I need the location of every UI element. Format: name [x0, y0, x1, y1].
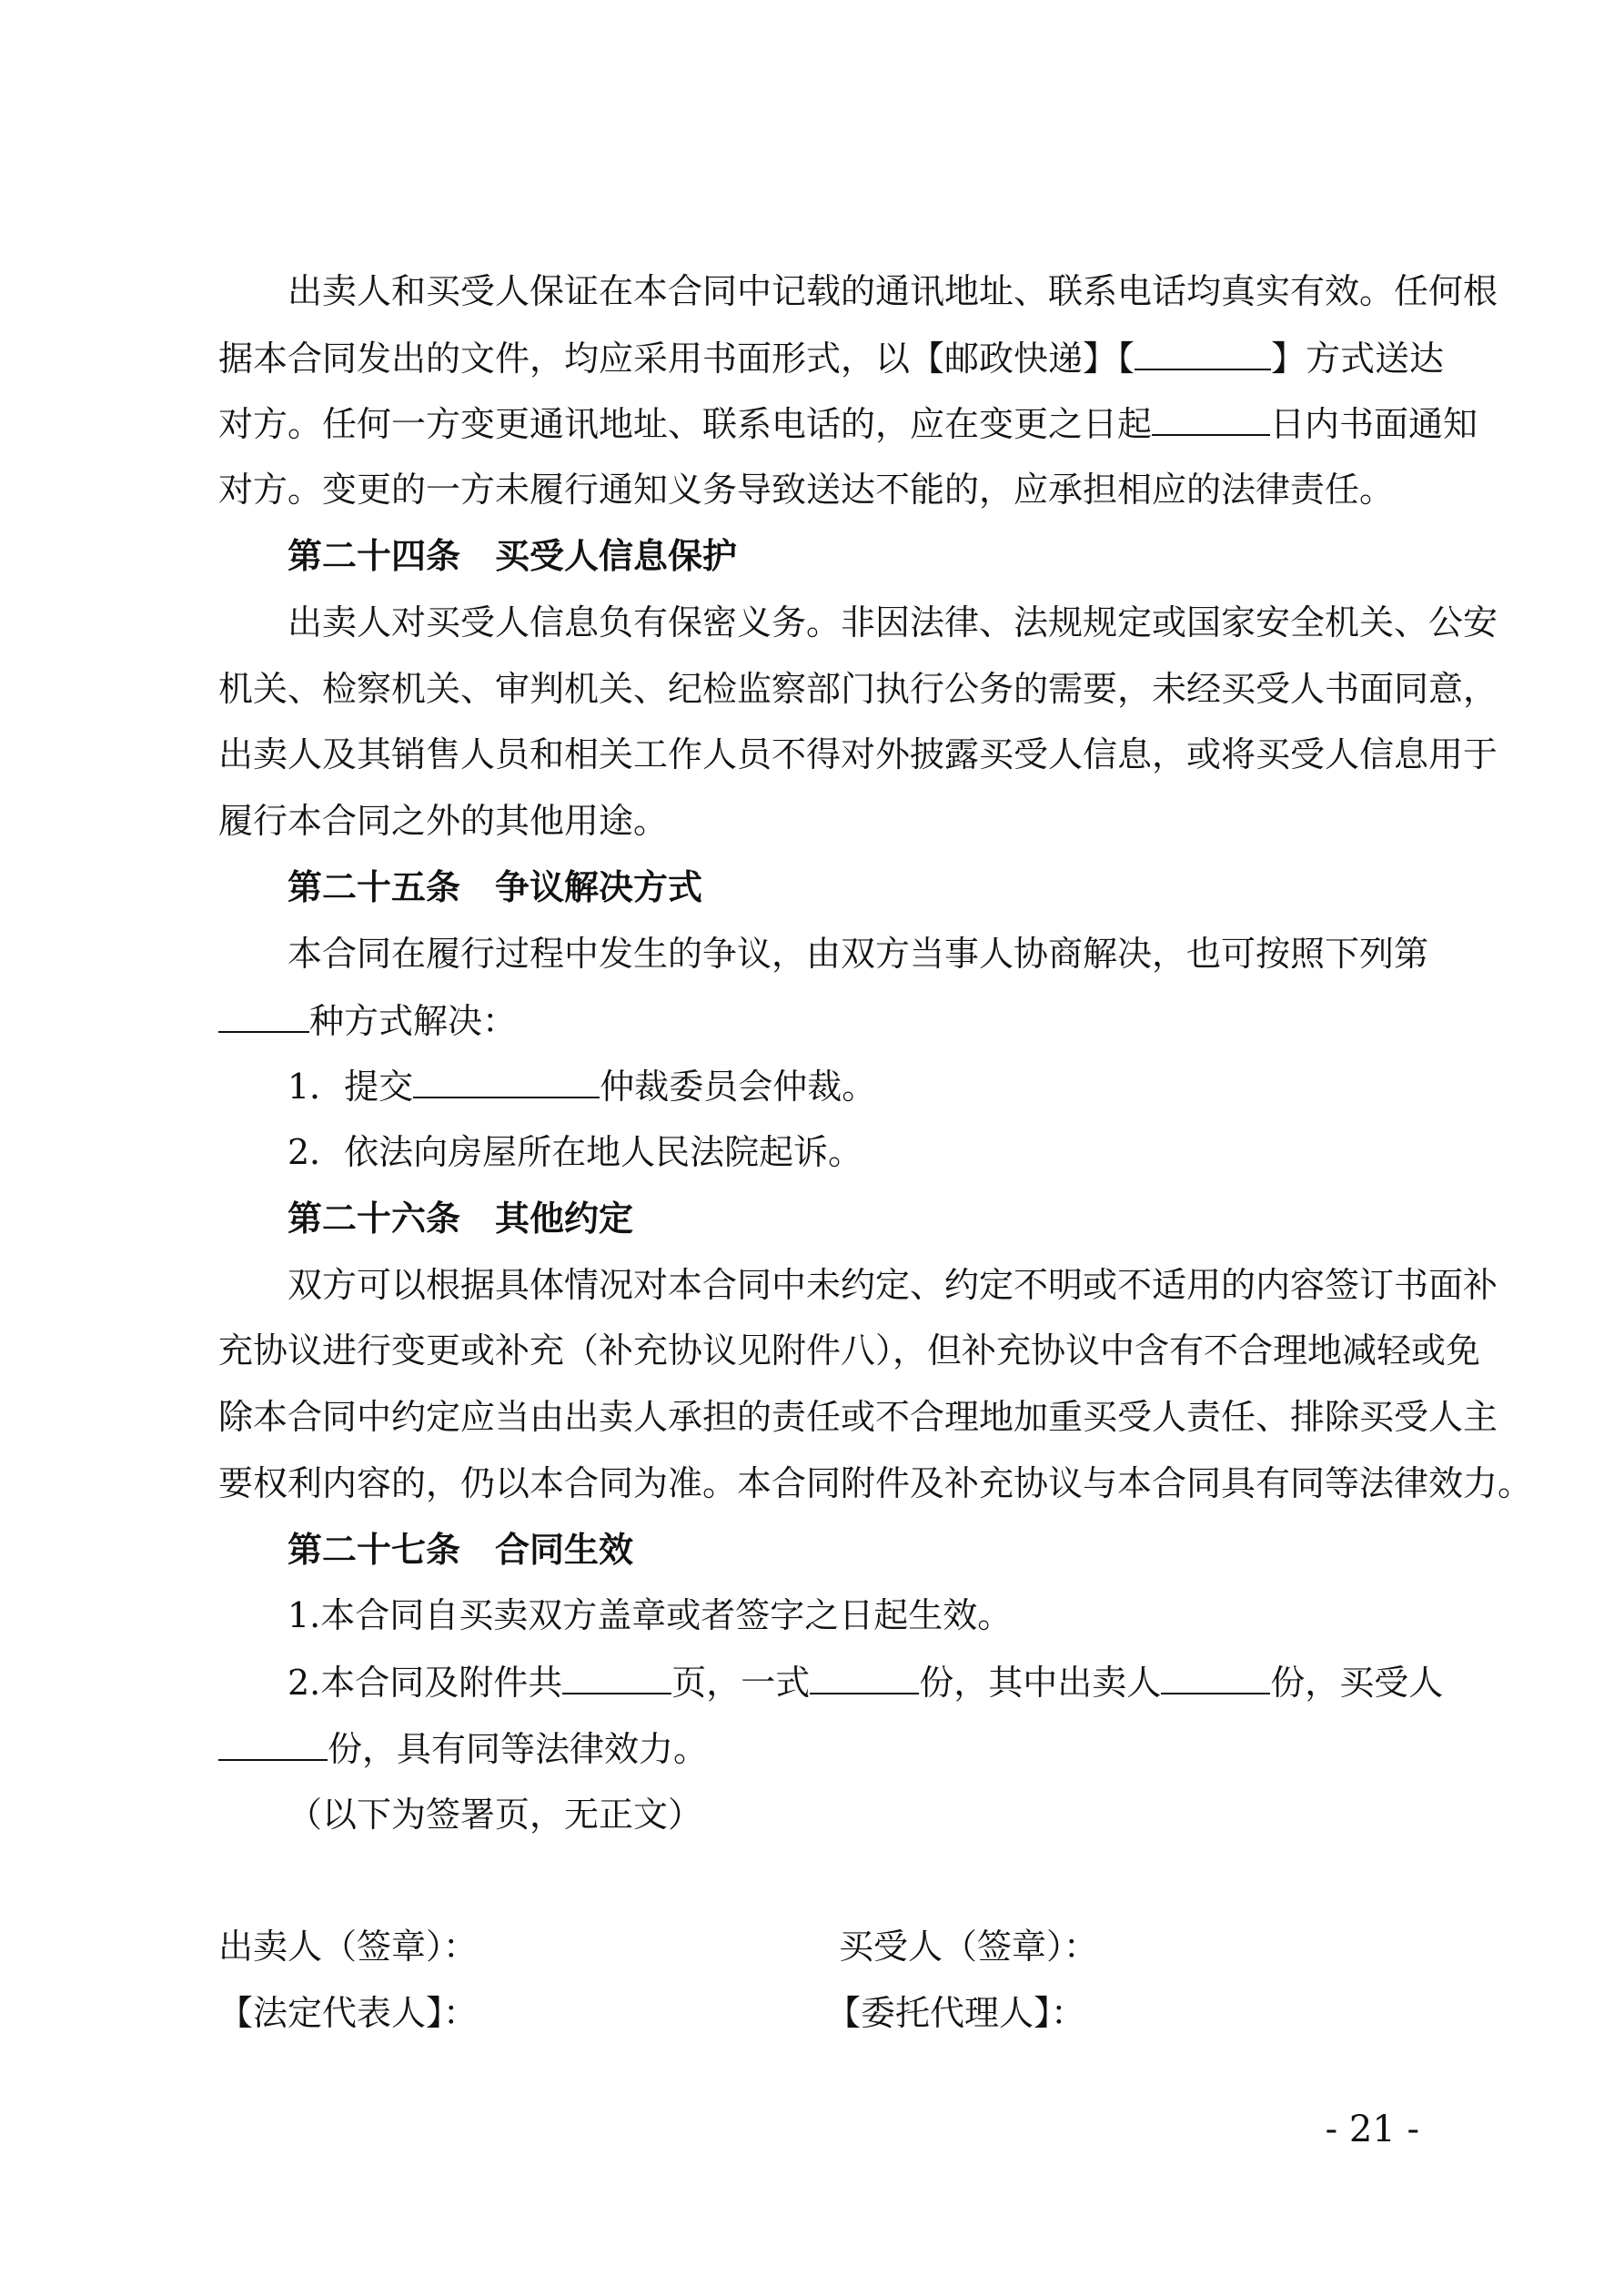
- art25-option-1b: 仲裁委员会仲裁。: [600, 1067, 877, 1107]
- art23-line-2b: 】方式送达: [1271, 339, 1445, 379]
- seller-copies-blank[interactable]: [1161, 1662, 1270, 1694]
- art24-line-1: 出卖人对买受人信息负有保密义务。非因法律、法规规定或国家安全机关、公安: [287, 602, 1498, 642]
- art25-title: 第二十五条 争议解决方式: [287, 866, 703, 907]
- art25-line-2: [218, 1000, 1419, 1041]
- art23-line-4: 对方。变更的一方未履行通知义务导致送达不能的，应承担相应的法律责任。: [218, 470, 1395, 510]
- art27-line-2b: 页，一式: [671, 1663, 811, 1703]
- art23-line-1: 出卖人和买受人保证在本合同中记载的通讯地址、联系电话均真实有效。任何根: [287, 271, 1498, 311]
- art24-line-3: 出卖人及其销售人员和相关工作人员不得对外披露买受人信息，或将买受人信息用于: [218, 734, 1498, 774]
- seller-legal-rep-label: 【法定代表人】：: [218, 1993, 479, 2033]
- art27-line-2: [218, 1662, 1444, 1703]
- art23-line-3b: 日内书面通知: [1270, 404, 1478, 444]
- buyer-agent-label: 【委托代理人】：: [826, 1993, 1086, 2033]
- art26-title: 第二十六条 其他约定: [287, 1198, 634, 1239]
- art27-line-3-text: 份，具有同等法律效力。: [328, 1729, 709, 1769]
- art25-line-1: 本合同在履行过程中发生的争议，由双方当事人协商解决，也可按照下列第: [287, 934, 1429, 974]
- page-count-blank[interactable]: [562, 1662, 671, 1694]
- art25-option-2: 2．依法向房屋所在地人民法院起诉。: [287, 1132, 863, 1172]
- buyer-copies-blank[interactable]: [218, 1728, 328, 1761]
- copies-total-blank[interactable]: [810, 1662, 919, 1694]
- arbitration-commission-blank[interactable]: [413, 1066, 600, 1098]
- art23-line-3: [218, 403, 1478, 444]
- art27-line-2a: 2.本合同及附件共: [287, 1663, 563, 1703]
- art26-line-4: 要权利内容的，仍以本合同为准。本合同附件及补充协议与本合同具有同等法律效力。: [218, 1463, 1533, 1503]
- seller-signature-label: 出卖人（签章）：: [218, 1927, 479, 1967]
- art25-option-1a: 1．提交: [287, 1067, 414, 1107]
- art23-line-3a: 对方。任何一方变更通讯地址、联系电话的，应在变更之日起: [218, 404, 1153, 444]
- art24-title: 第二十四条 买受人信息保护: [287, 535, 738, 576]
- art23-line-2: [218, 338, 1445, 379]
- art27-line-3: [218, 1728, 1419, 1769]
- art24-line-2: 机关、检察机关、审判机关、纪检监察部门执行公务的需要，未经买受人书面同意，: [218, 669, 1498, 709]
- art24-line-4: 履行本合同之外的其他用途。: [218, 801, 669, 841]
- buyer-signature-label: 买受人（签章）：: [839, 1927, 1099, 1967]
- notice-days-blank[interactable]: [1152, 403, 1270, 436]
- art26-line-1: 双方可以根据具体情况对本合同中未约定、约定不明或不适用的内容签订书面补: [287, 1265, 1498, 1305]
- art23-line-2a: 据本合同发出的文件，均应采用书面形式，以【邮政快递】【: [218, 339, 1135, 379]
- page-number: - 21 -: [1325, 2109, 1419, 2150]
- art27-line-2c: 份，其中出卖人: [919, 1663, 1162, 1703]
- art27-title: 第二十七条 合同生效: [287, 1529, 634, 1570]
- art26-line-2: 充协议进行变更或补充（补充协议见附件八），但补充协议中含有不合理地减轻或免: [218, 1330, 1481, 1371]
- art26-line-3: 除本合同中约定应当由出卖人承担的责任或不合理地加重买受人责任、排除买受人主: [218, 1397, 1498, 1437]
- dispute-option-blank[interactable]: [218, 1000, 309, 1033]
- art25-line-2-text: 种方式解决：: [309, 1001, 518, 1041]
- art27-line-2d: 份，买受人: [1270, 1663, 1444, 1703]
- delivery-method-blank[interactable]: [1135, 338, 1271, 370]
- signature-page-note: （以下为签署页，无正文）: [287, 1795, 703, 1835]
- art25-option-1: [218, 1066, 1419, 1107]
- art27-line-1: 1.本合同自买卖双方盖章或者签字之日起生效。: [287, 1595, 1013, 1635]
